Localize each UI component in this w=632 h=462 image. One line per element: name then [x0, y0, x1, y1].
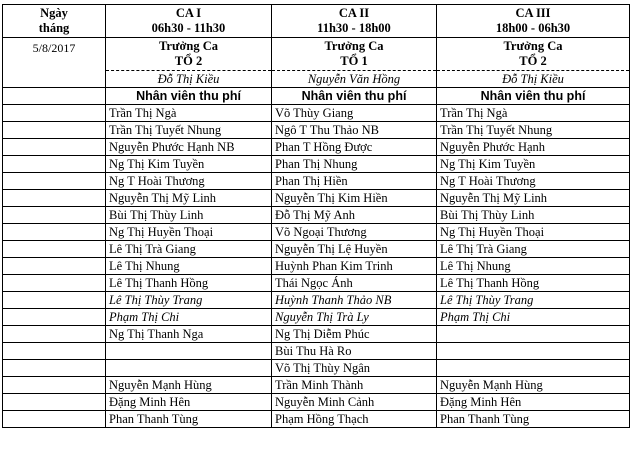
staff-row — [3, 122, 630, 139]
staff-cell-shift-1: Phạm Thị Chi — [106, 309, 272, 326]
staff-cell-shift-1 — [106, 360, 272, 377]
staff-cell-shift-2: Thái Ngọc Ánh — [272, 275, 437, 292]
date-column-cell — [3, 241, 106, 258]
shift-2-leader-role: Trưởng Ca TỔ 1 — [272, 38, 437, 71]
staff-row — [3, 258, 630, 275]
date-column-cell — [3, 224, 106, 241]
staff-row — [3, 224, 630, 241]
staff-cell-shift-3: Bùi Thị Thùy Linh — [437, 207, 630, 224]
shift-1-leader-name: Đỗ Thị Kiều — [106, 71, 272, 88]
staff-cell-shift-2: Phan Thị Hiền — [272, 173, 437, 190]
date-column-cell — [3, 411, 106, 428]
staff-cell-shift-3: Trần Thị Ngà — [437, 105, 630, 122]
staff-cell-shift-2: Huỳnh Thanh Thảo NB — [272, 292, 437, 309]
date-column-cell — [3, 377, 106, 394]
shift-1-staff-heading: Nhân viên thu phí — [106, 88, 272, 105]
staff-cell-shift-1: Phan Thanh Tùng — [106, 411, 272, 428]
staff-cell-shift-3: Nguyễn Thị Mỹ Linh — [437, 190, 630, 207]
shift-2-header: CA II 11h30 - 18h00 — [272, 5, 437, 38]
shift-2-staff-heading: Nhân viên thu phí — [272, 88, 437, 105]
staff-cell-shift-1: Ng Thị Thanh Nga — [106, 326, 272, 343]
shift-3-staff-heading: Nhân viên thu phí — [437, 88, 630, 105]
staff-cell-shift-2: Phan T Hồng Được — [272, 139, 437, 156]
date-column-cell — [3, 343, 106, 360]
staff-cell-shift-3: Đặng Minh Hên — [437, 394, 630, 411]
staff-cell-shift-1: Nguyễn Thị Mỹ Linh — [106, 190, 272, 207]
date-column-cell — [3, 156, 106, 173]
staff-cell-shift-3: Phan Thanh Tùng — [437, 411, 630, 428]
staff-cell-shift-3 — [437, 360, 630, 377]
date-column-cell — [3, 139, 106, 156]
staff-cell-shift-1: Đặng Minh Hên — [106, 394, 272, 411]
date-column-cell — [3, 258, 106, 275]
staff-row — [3, 105, 630, 122]
staff-cell-shift-2: Nguyễn Thị Lệ Huyền — [272, 241, 437, 258]
staff-row — [3, 360, 630, 377]
staff-cell-shift-2: Huỳnh Phan Kim Trinh — [272, 258, 437, 275]
date-column-cell — [3, 173, 106, 190]
staff-row — [3, 190, 630, 207]
staff-cell-shift-2: Đỗ Thị Mỹ Anh — [272, 207, 437, 224]
staff-cell-shift-3: Lê Thị Trà Giang — [437, 241, 630, 258]
staff-cell-shift-3: Nguyễn Mạnh Hùng — [437, 377, 630, 394]
staff-cell-shift-3: Ng T Hoài Thương — [437, 173, 630, 190]
staff-cell-shift-2: Phan Thị Nhung — [272, 156, 437, 173]
staff-cell-shift-1: Lê Thị Nhung — [106, 258, 272, 275]
empty-cell — [3, 88, 106, 105]
staff-cell-shift-1: Trần Thị Ngà — [106, 105, 272, 122]
date-column-cell — [3, 105, 106, 122]
staff-row — [3, 275, 630, 292]
staff-cell-shift-2: Nguyễn Minh Cảnh — [272, 394, 437, 411]
date-cell: 5/8/2017 — [3, 38, 106, 88]
date-column-cell — [3, 326, 106, 343]
staff-cell-shift-2: Trần Minh Thành — [272, 377, 437, 394]
staff-cell-shift-1: Nguyễn Phước Hạnh NB — [106, 139, 272, 156]
staff-row — [3, 309, 630, 326]
staff-row — [3, 394, 630, 411]
staff-row — [3, 411, 630, 428]
staff-cell-shift-3 — [437, 326, 630, 343]
date-header: Ngày tháng — [3, 5, 106, 38]
staff-cell-shift-2: Nguyễn Thị Kim Hiền — [272, 190, 437, 207]
staff-cell-shift-2: Ng Thị Diễm Phúc — [272, 326, 437, 343]
staff-row — [3, 139, 630, 156]
date-column-cell — [3, 394, 106, 411]
shift-3-leader-name: Đỗ Thị Kiều — [437, 71, 630, 88]
date-column-cell — [3, 275, 106, 292]
staff-cell-shift-3 — [437, 343, 630, 360]
staff-cell-shift-1: Lê Thị Thanh Hồng — [106, 275, 272, 292]
staff-row — [3, 173, 630, 190]
staff-cell-shift-1: Bùi Thị Thùy Linh — [106, 207, 272, 224]
staff-cell-shift-2: Võ Thị Thùy Ngân — [272, 360, 437, 377]
shift-3-leader-role: Trưởng Ca TỔ 2 — [437, 38, 630, 71]
date-column-cell — [3, 292, 106, 309]
date-column-cell — [3, 122, 106, 139]
staff-cell-shift-1: Lê Thị Thùy Trang — [106, 292, 272, 309]
staff-cell-shift-3: Nguyễn Phước Hạnh — [437, 139, 630, 156]
date-column-cell — [3, 207, 106, 224]
staff-cell-shift-3: Lê Thị Thanh Hồng — [437, 275, 630, 292]
date-column-cell — [3, 309, 106, 326]
shift-3-header: CA III 18h00 - 06h30 — [437, 5, 630, 38]
staff-cell-shift-1: Lê Thị Trà Giang — [106, 241, 272, 258]
staff-cell-shift-3: Lê Thị Nhung — [437, 258, 630, 275]
staff-row — [3, 326, 630, 343]
staff-cell-shift-2: Phạm Hồng Thạch — [272, 411, 437, 428]
staff-row — [3, 156, 630, 173]
schedule-table — [2, 4, 630, 428]
shift-1-header: CA I 06h30 - 11h30 — [106, 5, 272, 38]
date-column-cell — [3, 360, 106, 377]
staff-cell-shift-1: Nguyễn Mạnh Hùng — [106, 377, 272, 394]
staff-cell-shift-1: Trần Thị Tuyết Nhung — [106, 122, 272, 139]
staff-row — [3, 292, 630, 309]
staff-cell-shift-1: Ng Thị Huyền Thoại — [106, 224, 272, 241]
staff-cell-shift-1: Ng Thị Kim Tuyền — [106, 156, 272, 173]
staff-cell-shift-2: Võ Thùy Giang — [272, 105, 437, 122]
staff-cell-shift-1: Ng T Hoài Thương — [106, 173, 272, 190]
staff-cell-shift-3: Lê Thị Thùy Trang — [437, 292, 630, 309]
staff-cell-shift-2: Ngô T Thu Thảo NB — [272, 122, 437, 139]
staff-cell-shift-3: Phạm Thị Chi — [437, 309, 630, 326]
staff-cell-shift-3: Ng Thị Huyền Thoại — [437, 224, 630, 241]
staff-cell-shift-2: Võ Ngoại Thương — [272, 224, 437, 241]
shift-1-leader-role: Trưởng Ca TỔ 2 — [106, 38, 272, 71]
staff-row — [3, 377, 630, 394]
staff-cell-shift-2: Nguyễn Thị Trà Ly — [272, 309, 437, 326]
shift-2-leader-name: Nguyễn Văn Hồng — [272, 71, 437, 88]
staff-row — [3, 241, 630, 258]
staff-row — [3, 343, 630, 360]
staff-cell-shift-2: Bùi Thu Hà Ro — [272, 343, 437, 360]
staff-cell-shift-3: Trần Thị Tuyết Nhung — [437, 122, 630, 139]
staff-row — [3, 207, 630, 224]
staff-cell-shift-3: Ng Thị Kim Tuyền — [437, 156, 630, 173]
staff-cell-shift-1 — [106, 343, 272, 360]
date-column-cell — [3, 190, 106, 207]
